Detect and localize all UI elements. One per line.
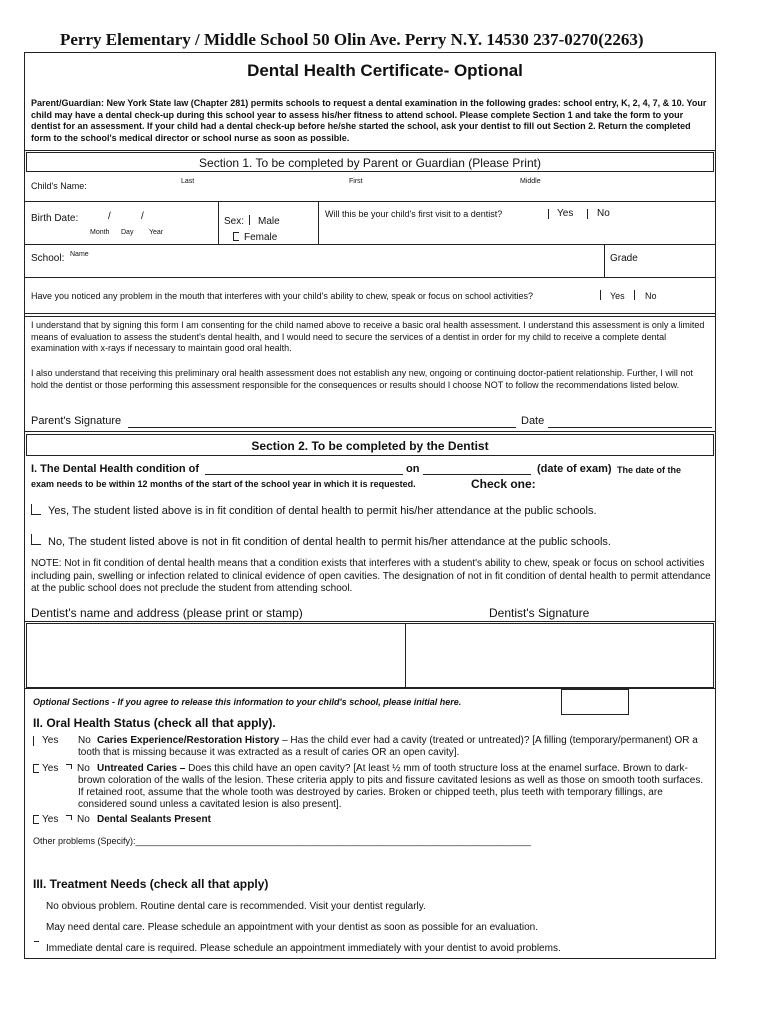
parent-signature-line[interactable] [128, 427, 516, 428]
date-of-exam-label: (date of exam) [537, 463, 612, 475]
childs-name-label: Child's Name: [31, 181, 87, 191]
treatment-title: III. Treatment Needs (check all that apply) [33, 877, 269, 891]
caries-title: Caries Experience/Restoration History [97, 735, 280, 746]
female-checkbox[interactable] [233, 232, 239, 241]
date-slash: / [141, 211, 144, 222]
sealants-no-label: No [77, 814, 90, 825]
last-name-label: Last [181, 178, 195, 185]
untreated-title: Untreated Caries – [97, 763, 186, 774]
dentist-signature-box[interactable] [405, 623, 714, 688]
middle-name-label: Middle [520, 178, 541, 185]
first-visit-yes-label: Yes [557, 208, 574, 219]
caries-yes-label: Yes [42, 735, 59, 746]
treatment-option-1[interactable]: No obvious problem. Routine dental care is recommended. Visit your dentist regularly. [46, 901, 426, 912]
fit-yes-checkbox[interactable] [31, 504, 41, 515]
treatment-option-3[interactable]: Immediate dental care is required. Please schedule an appointment immediately with your dentist to avoid problems. [46, 943, 561, 954]
sealants-label: Dental Sealants Present [97, 814, 211, 825]
caries-yes-checkbox[interactable] [33, 736, 37, 746]
day-label: Day [121, 229, 134, 236]
problem-question: Have you noticed any problem in the mouth that interferes with your child's ability to chew, speak or focus on school activities? [31, 291, 533, 301]
form-title: Dental Health Certificate- Optional [247, 61, 523, 80]
section2-title: Section 2. To be completed by the Dentist [251, 439, 489, 453]
exam-date-line[interactable] [423, 474, 531, 475]
date-note-a: The date of the [617, 465, 682, 475]
condition-on-label: on [406, 463, 420, 475]
parent-signature-label: Parent's Signature [31, 415, 122, 427]
school-header: Perry Elementary / Middle School 50 Olin Ave. Perry N.Y. 14530 237-0270(2263) [60, 30, 644, 49]
untreated-text [78, 763, 708, 811]
date-slash: / [108, 211, 111, 222]
month-label: Month [90, 229, 110, 236]
not-fit-note: NOTE: Not in fit condition of dental health means that a condition exists that interferes with a student's ability to chew, speak or focus on school activities including pain, swelling or infection related to clinical evidence of open cavities. The designation of not in fit condition of dental health to permit attendance at the public school does not preclude the student from attending school. [31, 558, 711, 594]
first-name-label: First [349, 178, 363, 185]
first-visit-no-label: No [597, 208, 610, 219]
problem-yes-checkbox[interactable] [600, 290, 604, 300]
year-label: Year [149, 229, 164, 236]
check-one-label: Check one: [471, 477, 536, 491]
parent-date-line[interactable] [548, 427, 712, 428]
sealants-yes-label: Yes [42, 814, 59, 825]
grade-label: Grade [610, 253, 638, 264]
dentist-name-label: Dentist's name and address (please print or stamp) [31, 606, 303, 620]
sealants-yes-checkbox[interactable] [33, 815, 39, 824]
treatment-option-3-checkbox[interactable] [34, 941, 39, 942]
first-visit-no-checkbox[interactable] [587, 209, 591, 219]
problem-no-checkbox[interactable] [634, 290, 638, 300]
other-problems: Other problems (Specify):_______________________________________________________________________________ [33, 836, 531, 846]
caries-description: – Has the child ever had a cavity (treated or untreated)? [A filling (temporary/permanent) OR a tooth that is missing because it was extracted as a result of caries OR an open cavity]. [78, 735, 698, 758]
female-label: Female [244, 232, 278, 243]
untreated-yes-label: Yes [42, 763, 59, 774]
student-name-line[interactable] [205, 474, 403, 475]
oral-health-title: II. Oral Health Status (check all that apply). [33, 716, 276, 730]
fit-no-checkbox[interactable] [31, 534, 41, 545]
consent-paragraph-1: I understand that by signing this form I am consenting for the child named above to receive a basic oral health assessment. I understand this assessment is only a limited means of evaluation to assess the student's dental health, and I would need to secure the services of a dentist in order for my child to receive a complete dental examination with x-rays if necessary to maintain good oral health. [31, 320, 705, 353]
first-visit-question: Will this be your child's first visit to a dentist? [325, 209, 503, 219]
consent-paragraph-2: I also understand that receiving this preliminary oral health assessment does not establish any new, ongoing or continuing doctor-patient relationship. Further, I will not hold the dentist or those performing this assessment responsible for the consequences or results should I choose NOT to follow the recommendations listed below. [31, 368, 693, 390]
untreated-no-label: No [77, 763, 90, 774]
parent-date-label: Date [521, 415, 545, 427]
untreated-description: Does this child have an open cavity? [At least ½ mm of tooth structure loss at the enamel surface. Brown to dark-brown coloration of the walls of the lesion. These criteria apply to pits and fissure cavitated lesions as well as those on smooth tooth surfaces. If retained root, assume that the whole tooth was destroyed by caries. Broken or chipped teeth, plus teeth with temporary fillings, are considered sound unless a cavitated lesion is also present]. [78, 763, 704, 810]
dentist-name-box[interactable] [26, 623, 406, 688]
fit-no-label: No, The student listed above is not in fit condition of dental health to permit his/her attendance at the public schools. [48, 536, 611, 548]
condition-label: I. The Dental Health condition of [31, 463, 200, 475]
school-name-label: Name [70, 251, 89, 258]
untreated-yes-checkbox[interactable] [33, 764, 39, 773]
sex-label: Sex: [224, 216, 245, 227]
caries-text [78, 735, 708, 759]
date-note-b: exam needs to be within 12 months of the start of the school year in which it is requested. [31, 479, 416, 489]
first-visit-yes-checkbox[interactable] [548, 209, 552, 219]
problem-yes-label: Yes [610, 291, 625, 301]
initials-box[interactable] [561, 689, 629, 715]
caries-no-label: No [78, 735, 91, 746]
fit-yes-label: Yes, The student listed above is in fit condition of dental health to permit his/her attendance at the public schools. [48, 505, 597, 517]
section1-title: Section 1. To be completed by Parent or Guardian (Please Print) [199, 156, 541, 170]
male-label: Male [258, 216, 280, 227]
intro-text: Parent/Guardian: New York State law (Chapter 281) permits schools to request a dental examination in the following grades: school entry, K, 2, 4, 7, & 10. Your child may have a dental check-up during this school year to assess his/her fitness to attend school. Please complete Section 1 and take the form to your dentist for an assessment. If your child had a dental check-up before he/she started the school, ask your dentist to fill out Section 2. Return the completed form to the school's medical director or school nurse as soon as possible. [31, 98, 707, 143]
release-text: Optional Sections - If you agree to release this information to your child's school, please initial here. [33, 697, 462, 707]
treatment-option-2[interactable]: May need dental care. Please schedule an appointment with your dentist as soon as possible for an evaluation. [46, 922, 538, 933]
untreated-no-checkbox[interactable] [66, 764, 72, 769]
school-label: School: [31, 253, 65, 264]
sealants-no-checkbox[interactable] [66, 815, 72, 820]
dentist-signature-label: Dentist's Signature [489, 606, 590, 620]
problem-no-label: No [645, 291, 657, 301]
birth-date-label: Birth Date: [31, 213, 79, 224]
male-checkbox[interactable] [249, 215, 253, 225]
